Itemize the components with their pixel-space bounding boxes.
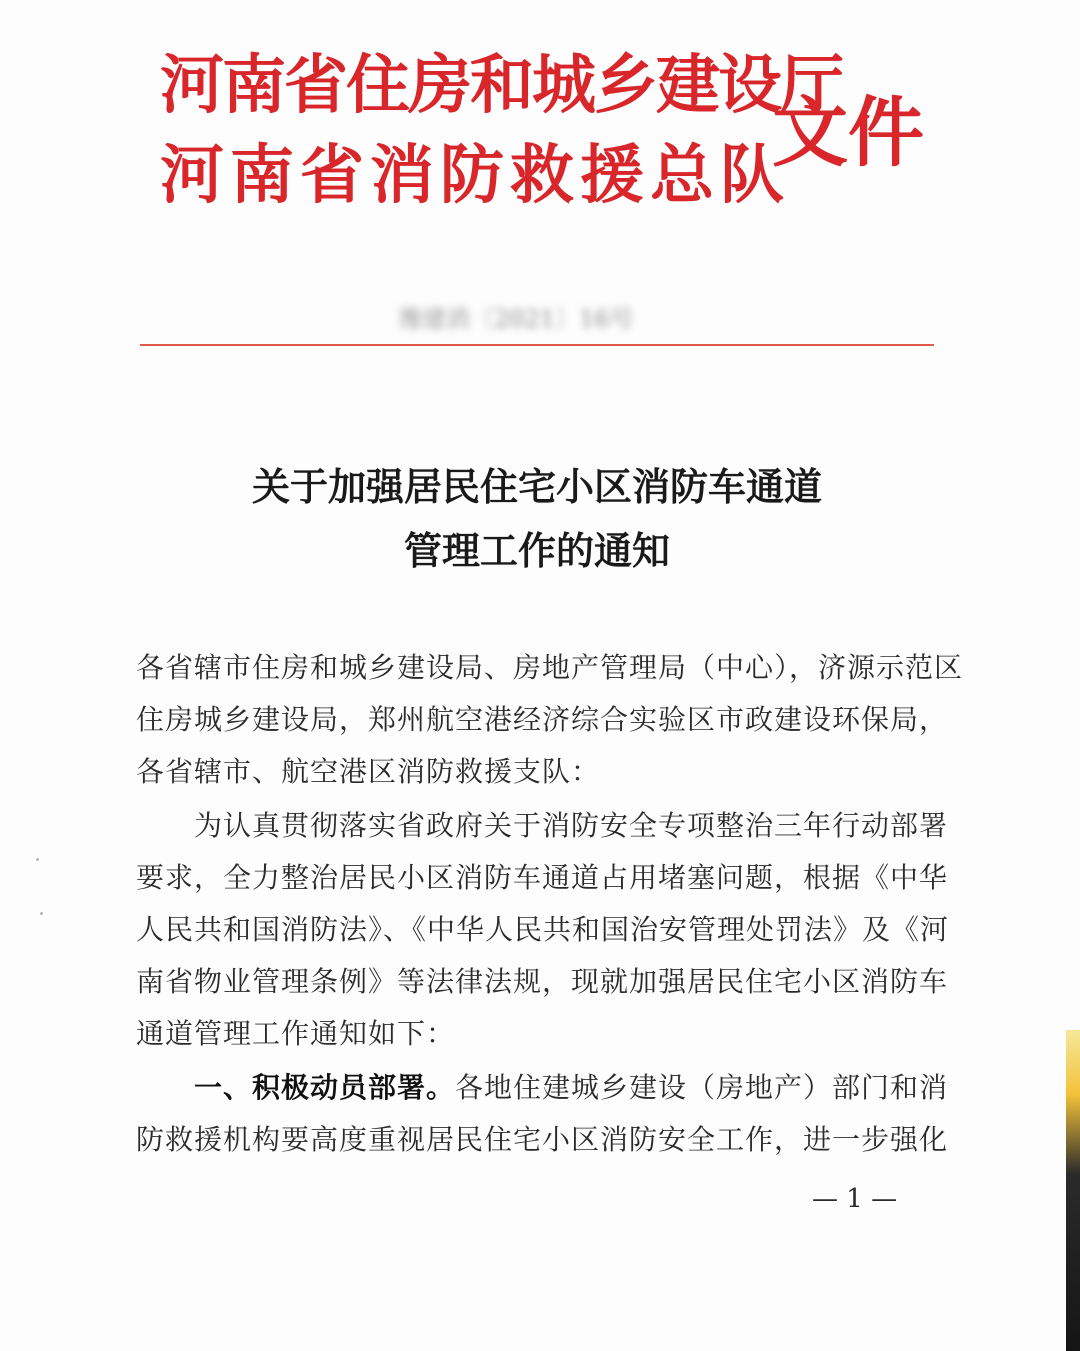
body-line: 通道管理工作通知如下： <box>136 1017 456 1050</box>
section-1-first-line <box>136 1070 949 1106</box>
issuer-line-housing-department: 河南省住房和城乡建设厅 <box>160 48 842 123</box>
section-1-heading: 一、积极动员部署。 <box>194 1071 456 1104</box>
body-line: 要求，全力整治居民小区消防车通道占用堵塞问题，根据《中华 <box>136 861 949 894</box>
issuer-header <box>160 48 940 218</box>
document-number: 豫建消〔2021〕16号 <box>398 305 634 333</box>
scan-speck <box>36 858 39 861</box>
scan-speck <box>40 912 43 915</box>
document-title-line-1: 关于加强居民住宅小区消防车通道 <box>251 464 822 509</box>
document-title-line-2: 管理工作的通知 <box>403 528 670 573</box>
section-1-text: 各地住建城乡建设（房地产）部门和消 <box>455 1071 949 1104</box>
body-line: 为认真贯彻落实省政府关于消防安全专项整治三年行动部署 <box>136 809 949 842</box>
red-separator-line <box>140 344 934 346</box>
issuer-line-fire-rescue-corps: 河南省消防救援总队 <box>160 138 790 213</box>
body-line: 各省辖市、航空港区消防救援支队： <box>136 755 601 788</box>
page-number: — 1 — <box>812 1184 898 1214</box>
section-1-second-line: 防救援机构要高度重视居民住宅小区消防安全工作，进一步强化 <box>136 1123 949 1156</box>
document-type-label: 文件 <box>772 88 924 177</box>
scan-edge-strip <box>1066 1030 1080 1351</box>
body-line: 人民共和国消防法》、《中华人民共和国治安管理处罚法》及《河 <box>136 913 950 946</box>
body-line: 南省物业管理条例》等法律法规，现就加强居民住宅小区消防车 <box>136 965 949 998</box>
body-line: 住房城乡建设局，郑州航空港经济综合实验区市政建设环保局， <box>136 703 949 736</box>
body-line: 各省辖市住房和城乡建设局、房地产管理局（中心），济源示范区 <box>136 651 964 684</box>
